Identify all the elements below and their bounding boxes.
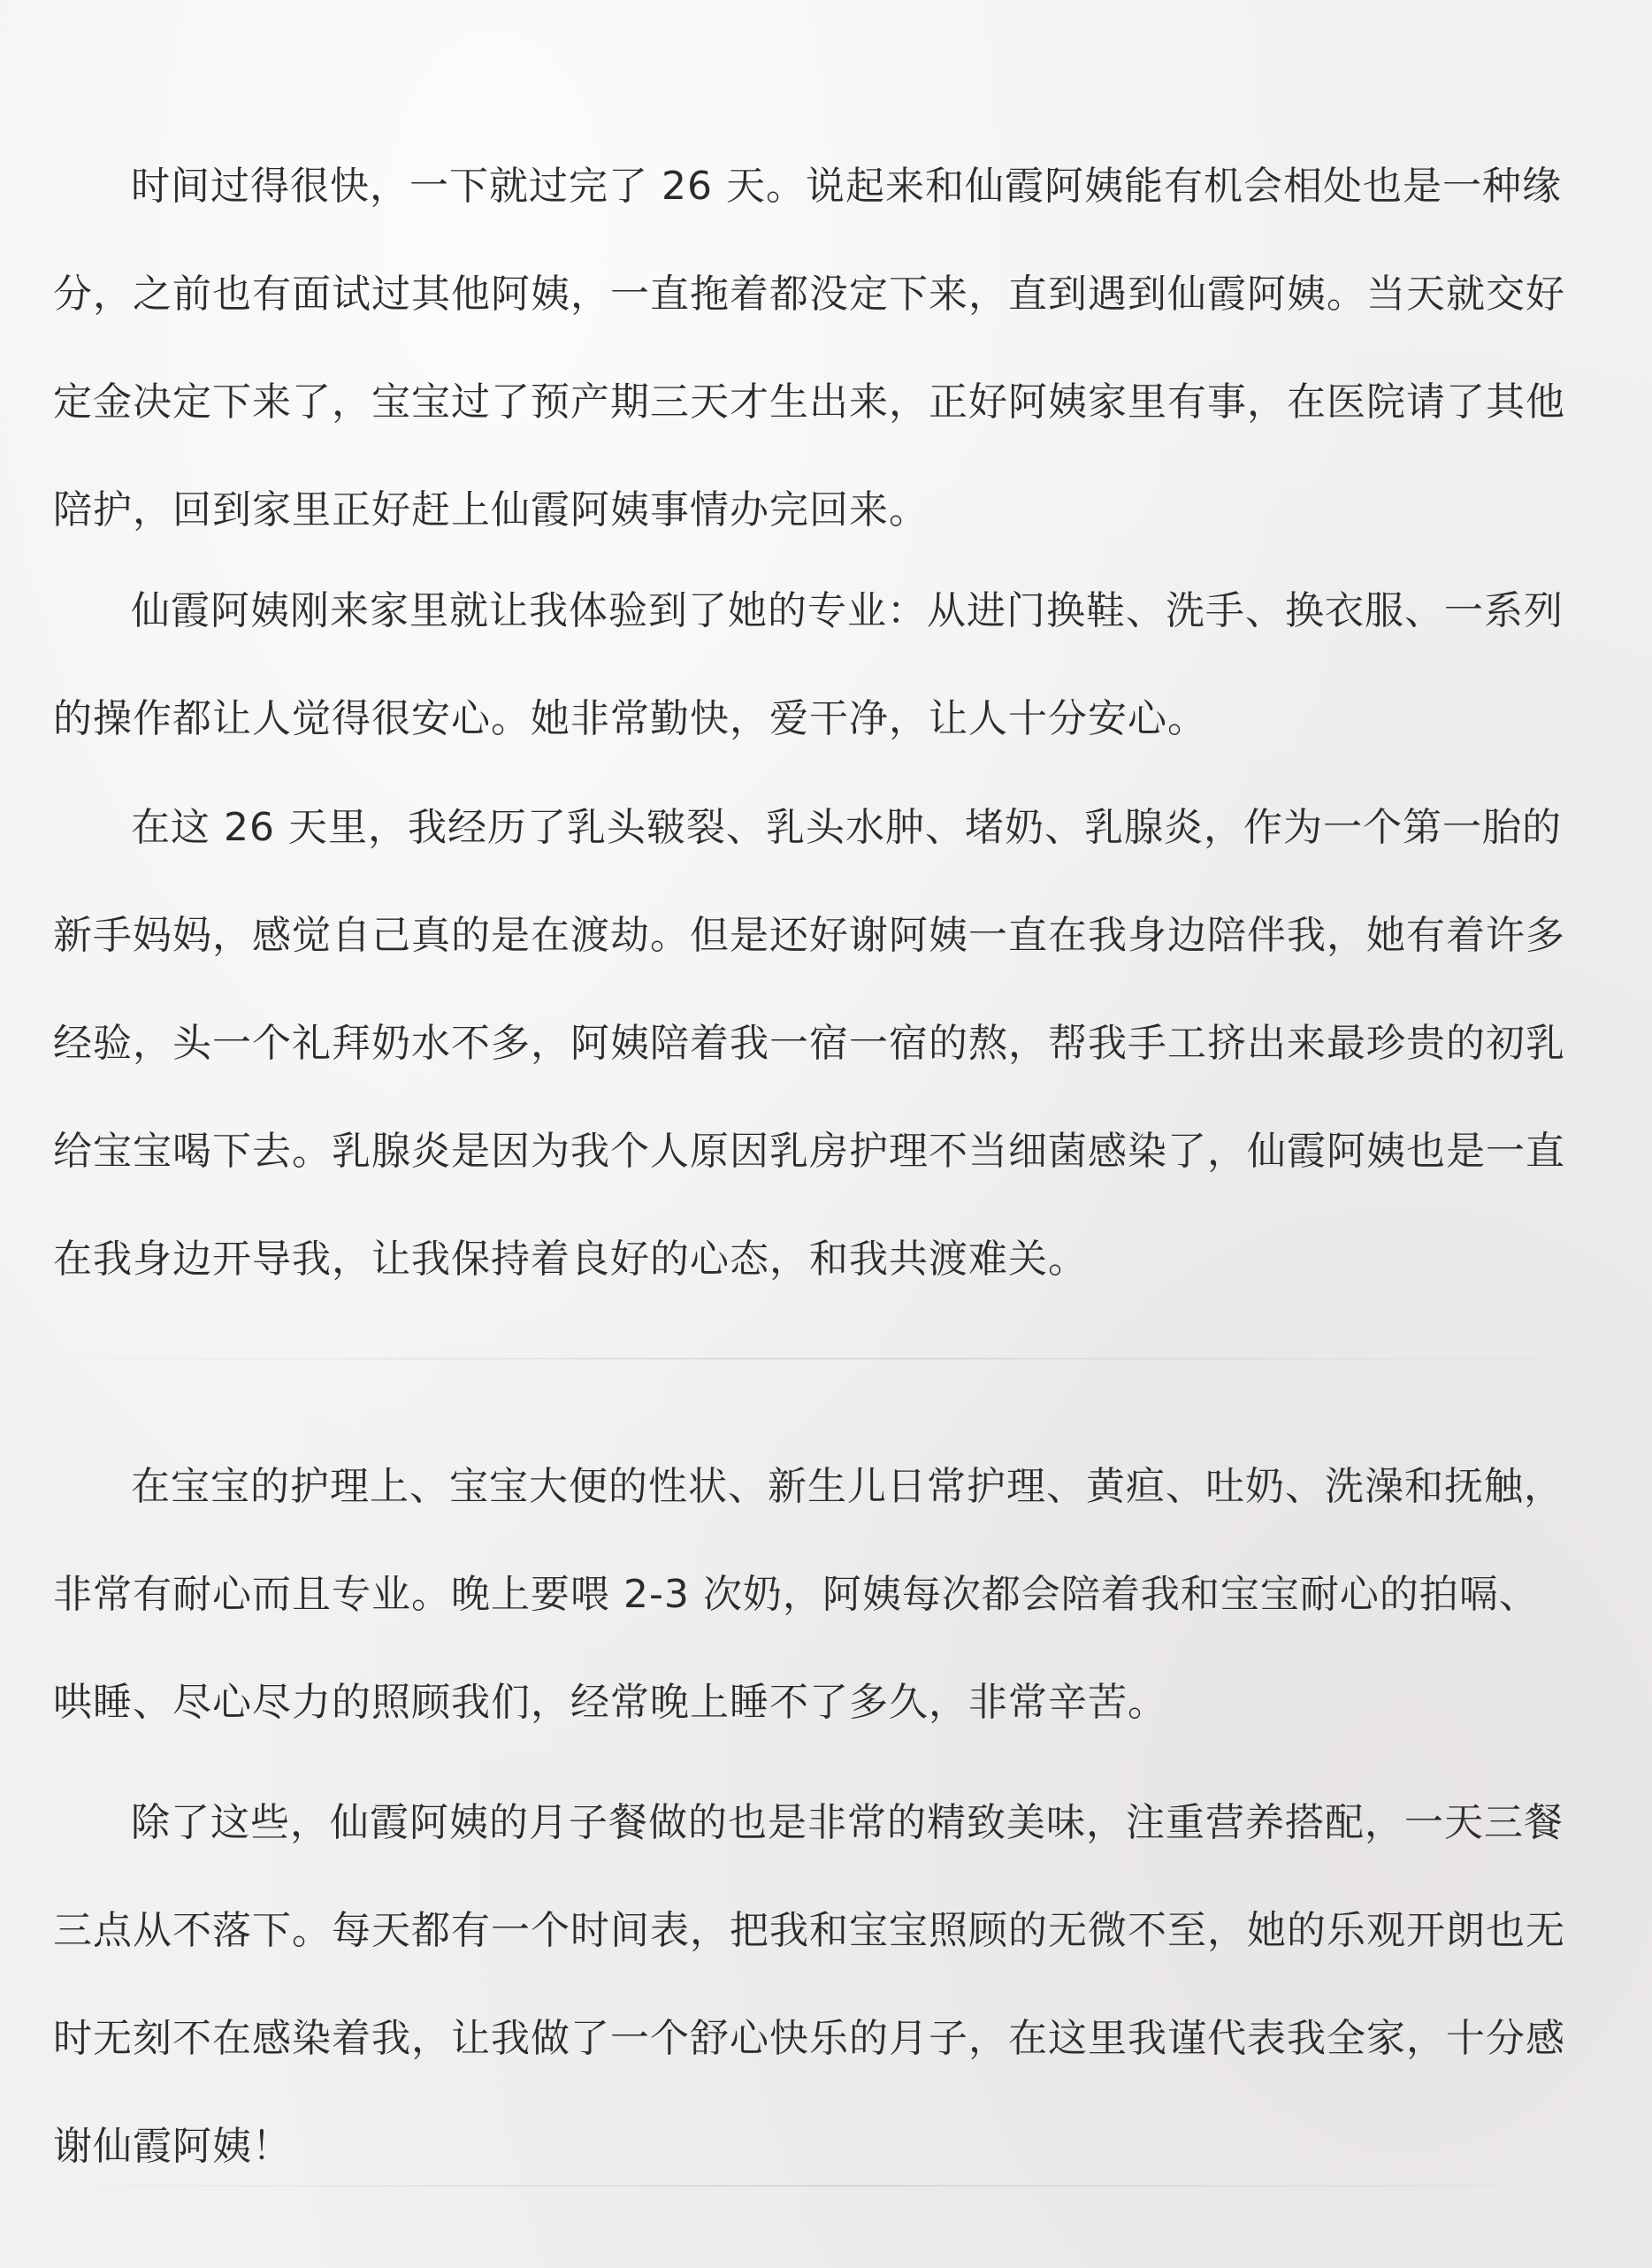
paragraph-difficulties: 在这 26 天里，我经历了乳头皲裂、乳头水肿、堵奶、乳腺炎，作为一个第一胎的新手妈妈，感觉自己真的是在渡劫。但是还好谢阿姨一直在我身边陪伴我，她有着许多经验，头一个礼拜奶水不多，阿姨陪着我一宿一宿的熬，帮我手工挤出来最珍贵的初乳给宝宝喝下去。乳腺炎是因为我个人原因乳房护理不当细菌感染了，仙霞阿姨也是一直在我身边开导我，让我保持着良好的心态，和我共渡难关。	[53, 805, 1565, 1282]
paragraph-intro: 时间过得很快，一下就过完了 26 天。说起来和仙霞阿姨能有机会相处也是一种缘分，之前也有面试过其他阿姨，一直拖着都没定下来，直到遇到仙霞阿姨。当天就交好定金决定下来了，宝宝过了预产期三天才生出来，正好阿姨家里有事，在医院请了其他陪护，回到家里正好赶上仙霞阿姨事情办完回来。	[53, 164, 1565, 533]
paper-fold-line	[0, 1358, 1652, 1360]
paragraph-thanks: 除了这些，仙霞阿姨的月子餐做的也是非常的精致美味，注重营养搭配，一天三餐三点从不落下。每天都有一个时间表，把我和宝宝照顾的无微不至，她的乐观开朗也无时无刻不在感染着我，让我做了一个舒心快乐的月子，在这里我谨代表我全家，十分感谢仙霞阿姨！	[53, 1800, 1565, 2169]
paragraph-professional: 仙霞阿姨刚来家里就让我体验到了她的专业：从进门换鞋、洗手、换衣服、一系列的操作都让人觉得很安心。她非常勤快，爱干净，让人十分安心。	[53, 588, 1564, 741]
paragraph-baby-care: 在宝宝的护理上、宝宝大便的性状、新生儿日常护理、黄疸、吐奶、洗澡和抚触， 非常有耐心而且专业。晚上要喂 2-3 次奶，阿姨每次都会陪着我和宝宝耐心的拍嗝、哄睡、尽心尽力的照顾我们，经常晚上睡不了多久，非常辛苦。	[53, 1464, 1564, 1725]
